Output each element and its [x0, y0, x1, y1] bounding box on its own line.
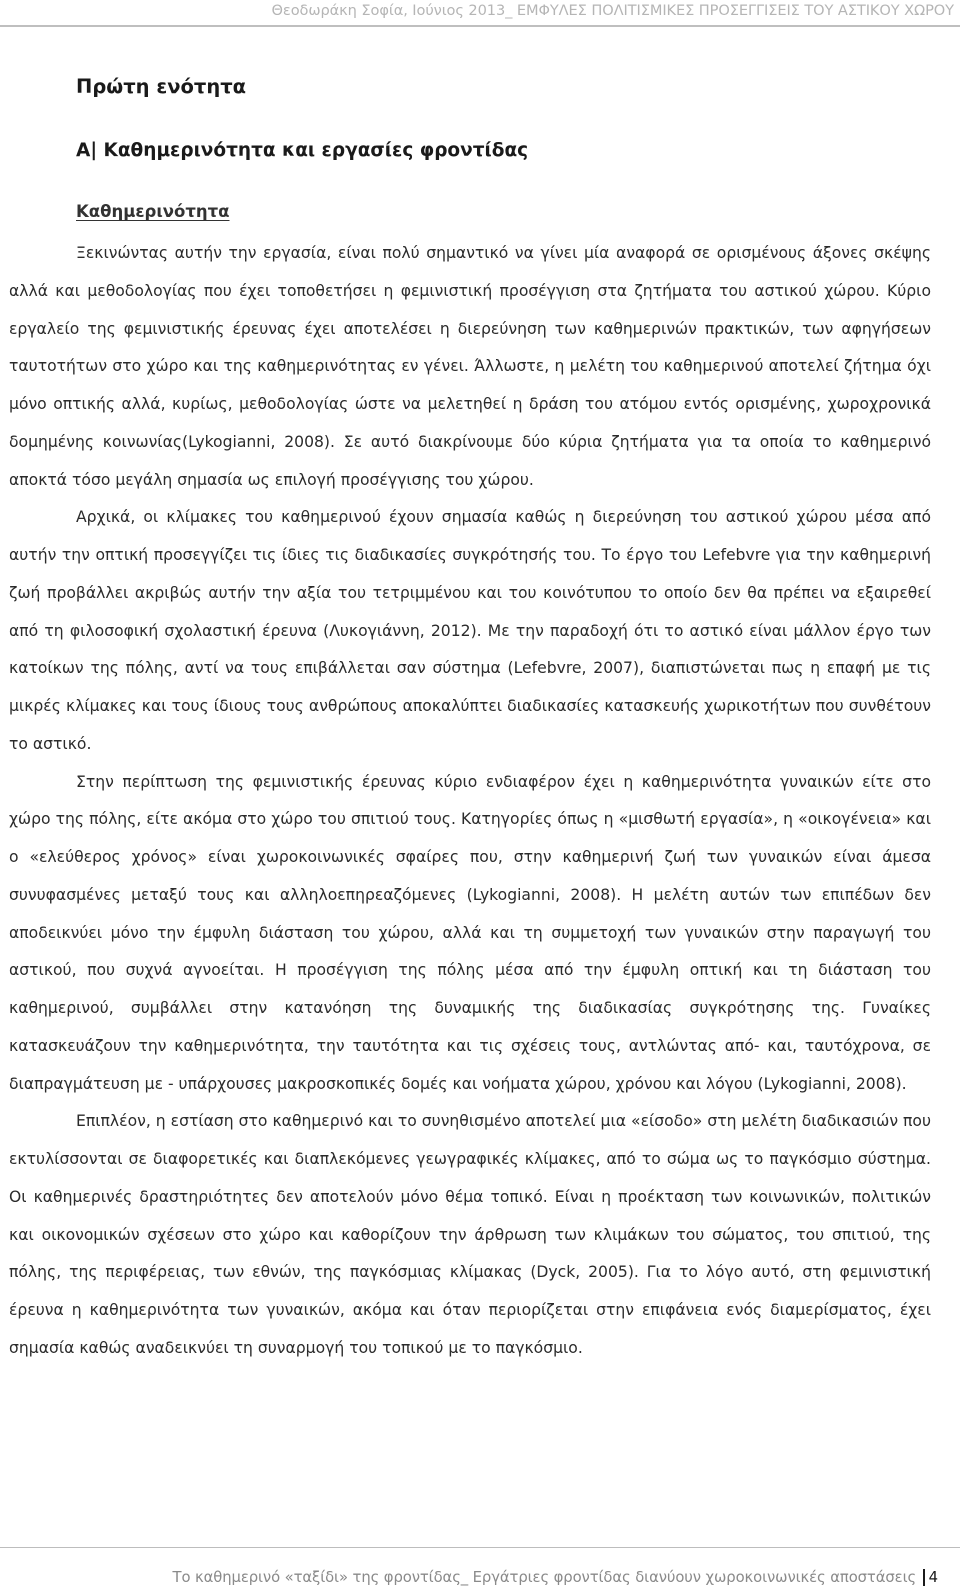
paragraph: Επιπλέον, η εστίαση στο καθημερινό και το συνηθισμένο αποτελεί μια «είσοδο» στη μελέτη διαδικασιών που εκτυλίσσονται σε διαφορετικές και διαπλεκόμενες γεωγραφικές κλίμακες, από το σώμα ως το παγκόσμιο σύστημα. Οι καθημερινές δραστηριότητες δεν αποτελούν μόνο θέμα τοπικό. Είναι η προέκταση των κοινωνικών, πολιτικών και οικονομικών σχέσεων στο χώρο και καθορίζουν την άρθρωση των κλιμάκων του σώματος, του σπιτιού, της πόλης, της περιφέρειας, των εθνών, της παγκόσμιας κλίμακας (Dyck, 2005). Για το λόγο αυτό, στη φεμινιστική έρευνα η καθημερινότητα των γυναικών, ακόμα και όταν περιορίζεται στην επιφάνεια ενός διαμερίσματος, έχει σημασία καθώς αναδεικνύει τη συναρμογή του τοπικού με το παγκόσμιο.: [9, 1112, 931, 1357]
paragraph: Στην περίπτωση της φεμινιστικής έρευνας κύριο ενδιαφέρον έχει η καθημερινότητα γυναικών είτε στο χώρο της πόλης, είτε ακόμα στο χώρο του σπιτιού τους. Κατηγορίες όπως η «μισθωτή εργασία», η «οικογένεια» και ο «ελεύθερος χρόνος» είναι χωροκοινωνικές σφαίρες που, στην καθημερινή ζωή των γυναικών είναι άμεσα συνυφασμένες μεταξύ τους και αλληλοεπηρεαζόμενες (Lykogianni, 2008). Η μελέτη αυτών των επιπέδων δεν αποδεικνύει μόνο την έμφυλη διάσταση του χώρου, αλλά και τη συμμετοχή των γυναικών στην παραγωγή του αστικού, που συχνά αγνοείται. Η προσέγγιση της πόλης μέσα από την έμφυλη οπτική και τη διάσταση του καθημερινού, συμβάλλει στην κατανόηση της δυναμικής της διαδικασίας συγκρότησης της. Γυναίκες κατασκευάζουν την καθημερινότητα, την ταυτότητα και τις σχέσεις τους, αντλώντας από- και, ταυτόχρονα, σε διαπραγμάτευση με - υπάρχουσες μακροσκοπικές δομές και νοήματα χώρου, χρόνου και λόγου (Lykogianni, 2008).: [9, 772, 931, 1093]
running-footer: [173, 1569, 939, 1586]
footer-rule: [0, 1547, 960, 1548]
paragraph: Αρχικά, οι κλίμακες του καθημερινού έχουν σημασία καθώς η διερεύνηση του αστικού χώρου μέσα από αυτήν την οπτική προσεγγίζει τις ίδιες τις διαδικασίες συγκρότησής του. Το έργο του Lefebvre για την καθημερινή ζωή προβάλλει ακριβώς αυτήν την αξία του τετριμμένου και του κοινότυπου το οποίο δεν θα πρέπει να εξαιρεθεί από τη φιλοσοφική σχολαστική έρευνα (Λυκογιάννη, 2012). Με την παραδοχή ότι το αστικό είναι μάλλον έργο των κατοίκων της πόλης, αντί να τους επιβάλλεται σαν σύστημα (Lefebvre, 2007), διαπιστώνεται πως η επαφή με τις μικρές κλίμακες και τους ίδιους τους ανθρώπους αποκαλύπτει διαδικασίες κατασκευής χωρικοτήτων που συνθέτουν το αστικό.: [9, 508, 931, 753]
section-title: Α| Καθημερινότητα και εργασίες φροντίδας: [76, 140, 529, 161]
subheading: Καθημερινότητα: [76, 202, 230, 221]
paragraph: Ξεκινώντας αυτήν την εργασία, είναι πολύ σημαντικό να γίνει μία αναφορά σε ορισμένους άξονες σκέψης αλλά και μεθοδολογίας που έχει τοποθετήσει η φεμινιστική προσέγγιση στα ζητήματα του αστικού χώρου. Κύριο εργαλείο της φεμινιστικής έρευνας έχει αποτελέσει η διερεύνηση των καθημερινών πρακτικών, των αφηγήσεων ταυτοτήτων στο χώρο και της καθημερινότητας εν γένει. Άλλωστε, η μελέτη του καθημερινού αποτελεί ζήτημα όχι μόνο οπτικής αλλά, κυρίως, μεθοδολογίας ώστε να μελετηθεί η δράση του ατόμου εντός ορισμένης, χωροχρονικά δομημένης κοινωνίας(Lykogianni, 2008). Σε αυτό διακρίνουμε δύο κύρια ζητήματα για τα οποία το καθημερινό αποκτά τόσο μεγάλη σημασία ως επιλογή προσέγγισης του χώρου.: [9, 244, 931, 489]
body-text: [9, 235, 931, 1368]
page-number: 4: [923, 1569, 938, 1586]
part-title: Πρώτη ενότητα: [76, 75, 247, 98]
footer-title: Το καθημερινό «ταξίδι» της φροντίδας_ Εργάτριες φροντίδας διανύουν χωροκοινωνικές αποστάσεις: [172, 1569, 917, 1586]
header-rule: [0, 25, 960, 27]
running-header: Θεοδωράκη Σοφία, Ιούνιος 2013_ ΕΜΦΥΛΕΣ ΠΟΛΙΤΙΣΜΙΚΕΣ ΠΡΟΣΕΓΓΙΣΕΙΣ ΤΟΥ ΑΣΤΙΚΟΥ ΧΩΡΟΥ: [271, 2, 954, 19]
